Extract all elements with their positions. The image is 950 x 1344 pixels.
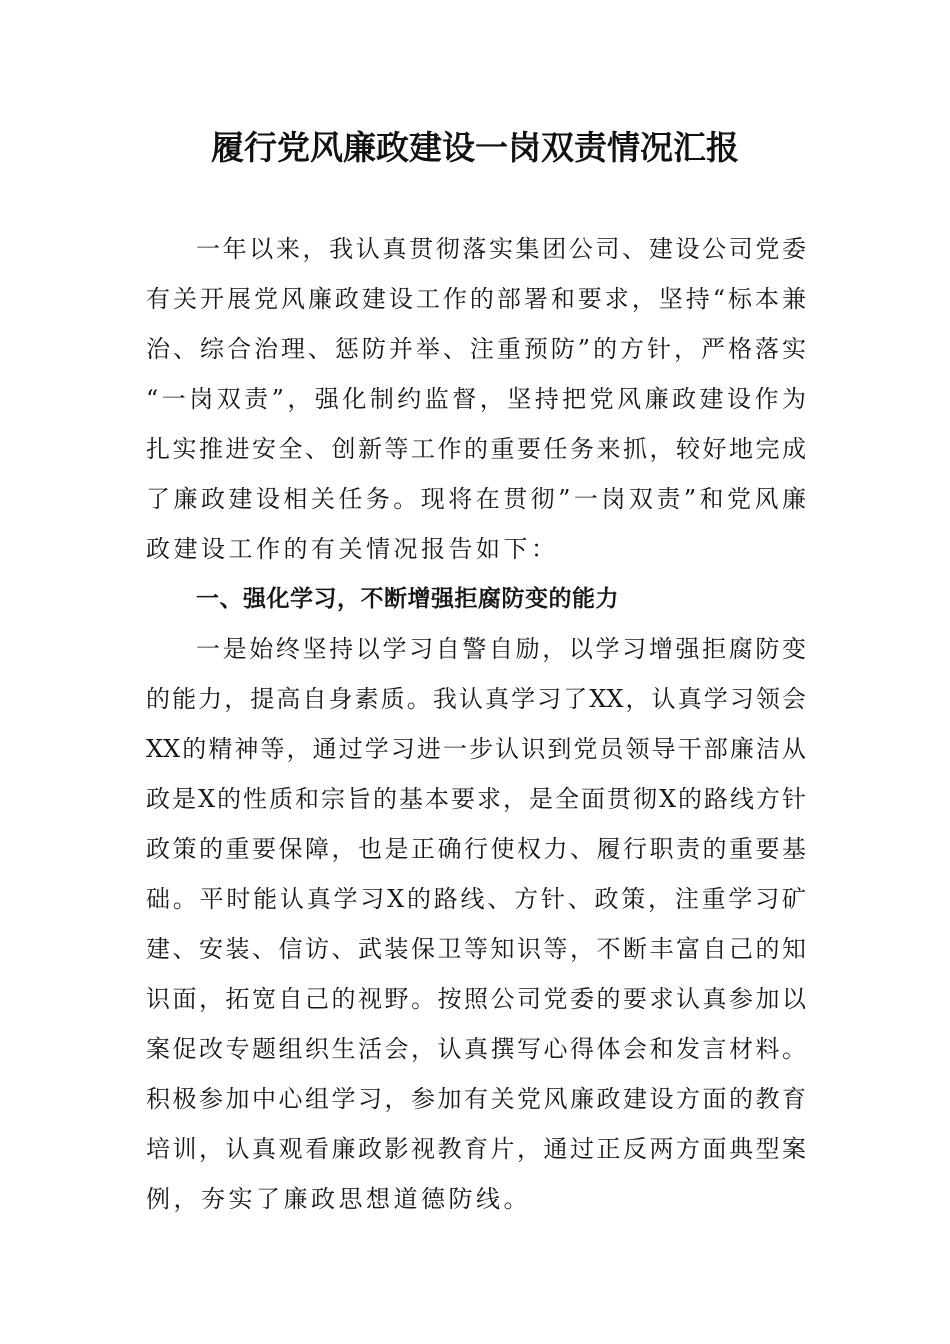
paragraph-1-line-1: 一年以来，我认真贯彻落实集团公司、建设公司党委 (196, 235, 806, 263)
paragraph-2-line-2: 的能力，提高自身素质。我认真学习了XX，认真学习领会 (146, 685, 806, 713)
paragraph-2-line-7: 建、安装、信访、武装保卫等知识等，不断丰富自己的知 (146, 935, 806, 963)
paragraph-2-line-3: XX的精神等，通过学习进一步认识到党员领导干部廉洁从 (146, 735, 806, 763)
paragraph-1-line-7: 政建设工作的有关情况报告如下： (146, 535, 559, 563)
paragraph-2-line-6: 础。平时能认真学习X的路线、方针、政策，注重学习矿 (146, 885, 806, 913)
paragraph-2-line-8: 识面，拓宽自己的视野。按照公司党委的要求认真参加以 (146, 985, 806, 1013)
paragraph-2-line-11: 培训，认真观看廉政影视教育片，通过正反两方面典型案 (146, 1135, 806, 1163)
paragraph-2-line-4: 政是X的性质和宗旨的基本要求，是全面贯彻X的路线方针 (146, 785, 806, 813)
document-title: 履行党风廉政建设一岗双责情况汇报 (211, 128, 739, 167)
paragraph-1-line-6: 了廉政建设相关任务。现将在贯彻”一岗双责”和党风廉 (146, 485, 806, 513)
paragraph-1-line-4: “一岗双责”，强化制约监督，坚持把党风廉政建设作为 (146, 385, 806, 413)
paragraph-2-line-10: 积极参加中心组学习，参加有关党风廉政建设方面的教育 (146, 1085, 806, 1113)
paragraph-2-line-12: 例，夯实了廉政思想道德防线。 (146, 1185, 531, 1213)
paragraph-2-line-1: 一是始终坚持以学习自警自励，以学习增强拒腐防变 (196, 635, 806, 663)
section-heading-1: 一、强化学习，不断增强拒腐防变的能力 (196, 586, 619, 612)
paragraph-1-line-2: 有关开展党风廉政建设工作的部署和要求，坚持“标本兼 (146, 285, 806, 313)
paragraph-1-line-3: 治、综合治理、惩防并举、注重预防”的方针，严格落实 (146, 335, 806, 363)
paragraph-2-line-9: 案促改专题组织生活会，认真撰写心得体会和发言材料。 (146, 1035, 806, 1063)
paragraph-2-line-5: 政策的重要保障，也是正确行使权力、履行职责的重要基 (146, 835, 806, 863)
paragraph-1-line-5: 扎实推进安全、创新等工作的重要任务来抓，较好地完成 (146, 435, 806, 463)
